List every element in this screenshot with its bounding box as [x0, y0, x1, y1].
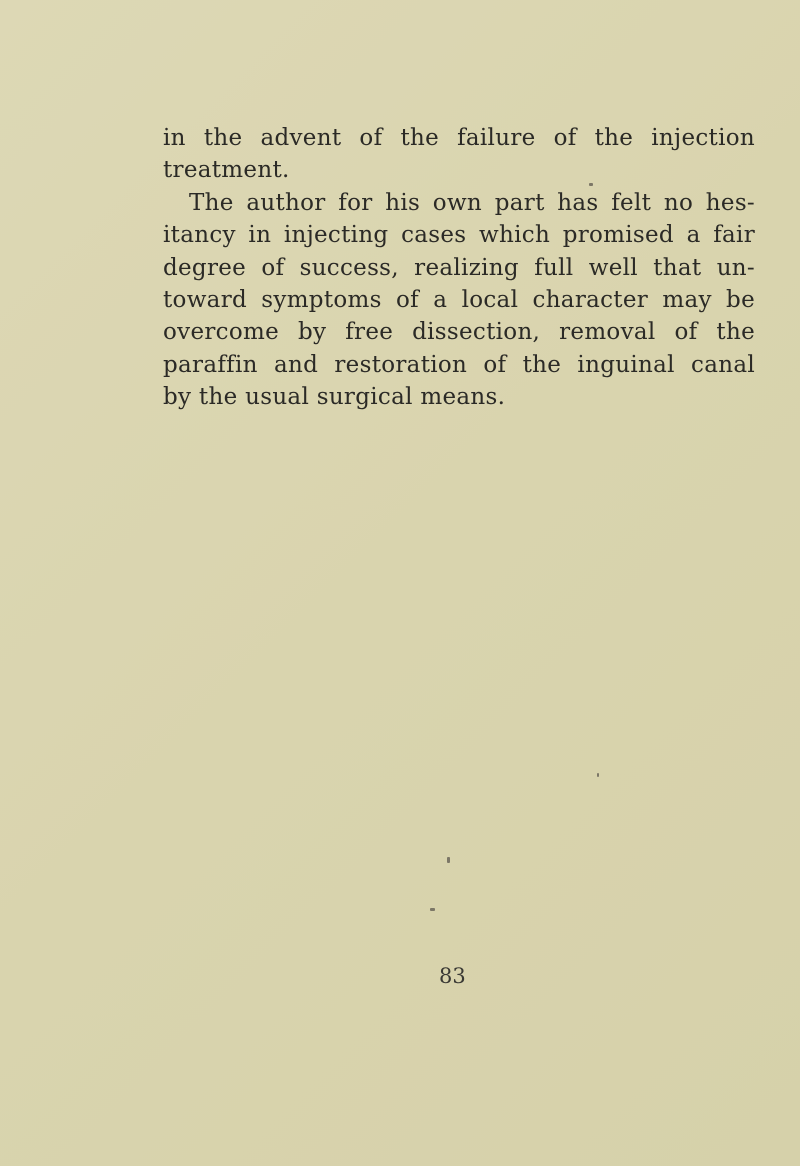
text-line: degree of success, realizing full well that un- — [163, 254, 755, 281]
text-line: overcome by free dissection, removal of the — [163, 319, 755, 346]
text-line: in the advent of the failure of the injection — [163, 125, 755, 151]
body-text — [163, 122, 755, 414]
text-line: treatment. — [163, 157, 290, 184]
text-line: toward symptoms of a local character may be — [163, 287, 755, 314]
paper-speck — [589, 183, 593, 186]
paper-speck — [430, 908, 435, 911]
text-line: The author for his own part has felt no hes- — [189, 189, 755, 216]
paper-speck — [597, 773, 599, 777]
paper-speck — [447, 857, 450, 863]
text-line: itancy in injecting cases which promised a fair — [163, 222, 755, 249]
text-line: by the usual surgical means. — [163, 384, 506, 411]
text-line: paraffin and restoration of the inguinal canal — [163, 351, 755, 378]
page-number: 83 — [439, 964, 466, 988]
